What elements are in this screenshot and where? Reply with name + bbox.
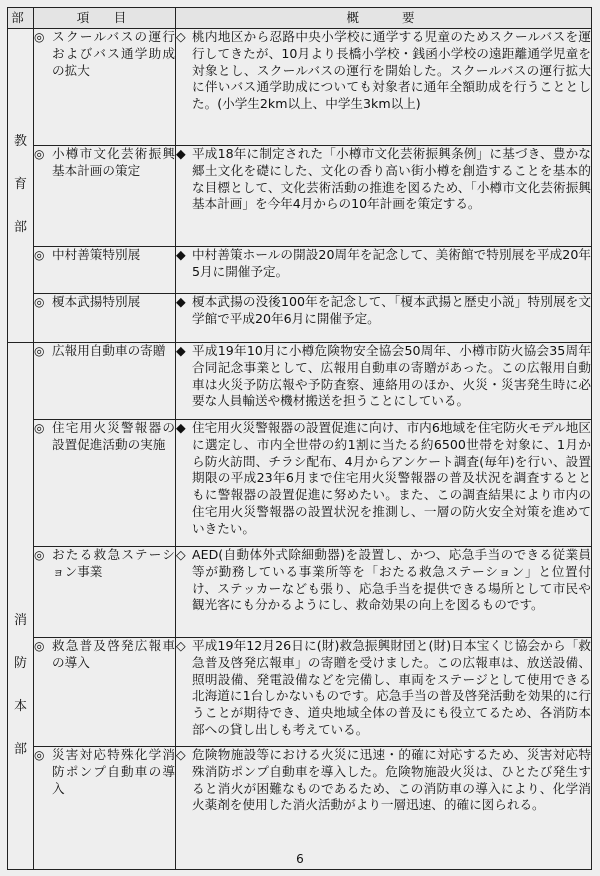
policy-table xyxy=(7,7,592,870)
double-circle-mark: ◎ xyxy=(34,421,45,435)
summary-cell: ◆ 榎本武揚の没後100年を記念して、「榎本武揚と歴史小説」特別展を文学館で平成20年6月に開催予定。 xyxy=(176,294,592,343)
header-dept: 部 xyxy=(8,8,34,29)
table-row xyxy=(8,638,592,747)
double-circle-mark: ◎ xyxy=(34,548,45,562)
item-cell: ◎ 中村善策特別展 xyxy=(34,247,176,294)
item-cell: ◎ おたる救急ステーション事業 xyxy=(34,547,176,638)
dept-education: 教 育 部 xyxy=(8,29,34,343)
double-circle-mark: ◎ xyxy=(34,295,45,309)
table-row xyxy=(8,247,592,294)
diamond-filled-mark: ◆ xyxy=(176,146,186,161)
summary-cell: ◆ 中村善策ホールの開設20周年を記念して、美術館で特別展を平成20年5月に開催予定。 xyxy=(176,247,592,294)
diamond-filled-mark: ◆ xyxy=(176,343,186,358)
summary-cell: ◇ AED(自動体外式除細動器)を設置し、かつ、応急手当のできる従業員等が勤務している事業所等を「おたる救急ステーション」と位置付け、ステッカーなども張り、応急手当を提供できる場所として市民や観光客にも分かるようにし、救命効果の向上を図るものです。 xyxy=(176,547,592,638)
summary-cell: ◇ 平成19年12月26日に(財)救急振興財団と(財)日本宝くじ協会から「救急普及啓発広報車」の寄贈を受けました。この広報車は、放送設備、照明設備、発電設備などを完備し、車両をステージとして使用できる北海道に1台しかないものです。応急手当の普及啓発活動を効果的に行うことが期待でき、道央地域全体の普及にも役立てるため、各消防本部への貸し出しも考えている。 xyxy=(176,638,592,747)
item-cell: ◎ 小樽市文化芸術振興基本計画の策定 xyxy=(34,146,176,247)
header-summary: 概 要 xyxy=(176,8,592,29)
item-cell: ◎ 救急普及啓発広報車の導入 xyxy=(34,638,176,747)
double-circle-mark: ◎ xyxy=(34,30,45,44)
double-circle-mark: ◎ xyxy=(34,248,45,262)
diamond-filled-mark: ◆ xyxy=(176,420,186,435)
table-row xyxy=(8,343,592,420)
summary-cell: ◆ 住宅用火災警報器の設置促進に向け、市内6地域を住宅防火モデル地区に選定し、市内全世帯の約1割に当たる約6500世帯を対象に、1月から防火訪問、チラシ配布、4月からアンケート調査(毎年)を行い、設置期限の平成23年6月まで住宅用火災警報器の普及状況を調査するとともに警報器の設置促進に努めたい。また、この調査結果により市内の住宅用火災警報器の設置状況を推測し、一層の防火安全対策を進めていきたい。 xyxy=(176,420,592,547)
double-circle-mark: ◎ xyxy=(34,147,45,161)
table-row xyxy=(8,29,592,146)
diamond-outline-mark: ◇ xyxy=(176,638,186,653)
double-circle-mark: ◎ xyxy=(34,639,45,653)
header-row xyxy=(8,8,592,29)
double-circle-mark: ◎ xyxy=(34,344,45,358)
summary-cell: ◇ 危険物施設等における火災に迅速・的確に対応するため、災害対応特殊消防ポンプ自動車を導入した。危険物施設火災は、ひとたび発生すると消火が困難なものであるため、この消防車の導入により、化学消火薬剤を使用した消火活動がより一層迅速、的確に図られる。 xyxy=(176,747,592,870)
page-number: 6 xyxy=(296,852,304,866)
item-cell: ◎ 住宅用火災警報器の設置促進活動の実施 xyxy=(34,420,176,547)
item-cell: ◎ 榎本武揚特別展 xyxy=(34,294,176,343)
table-row xyxy=(8,420,592,547)
summary-cell: ◇ 桃内地区から忍路中央小学校に通学する児童のためスクールバスを運行してきたが、10月より長橋小学校・銭函小学校の遠距離通学児童を対象とし、スクールバスの運行を開始した。スクールバスの運行拡大に伴いバス通学助成についても対象者に通年全額助成を行うこととした。(小学生2km以上、中学生3km以上) xyxy=(176,29,592,146)
table-row xyxy=(8,547,592,638)
item-cell: ◎ 広報用自動車の寄贈 xyxy=(34,343,176,420)
dept-fire: 消 防 本 部 xyxy=(8,343,34,870)
double-circle-mark: ◎ xyxy=(34,748,45,762)
diamond-filled-mark: ◆ xyxy=(176,294,186,309)
diamond-outline-mark: ◇ xyxy=(176,29,186,44)
summary-cell: ◆ 平成19年10月に小樽危険物安全協会50周年、小樽市防火協会35周年合同記念事業として、広報用自動車の寄贈があった。この広報用自動車は火災予防広報や予防査察、連絡用のほか、火災・災害発生時に必要な人員輸送や機材搬送を担うことにしている。 xyxy=(176,343,592,420)
header-item: 項 目 xyxy=(34,8,176,29)
diamond-outline-mark: ◇ xyxy=(176,747,186,762)
table-row xyxy=(8,146,592,247)
item-cell: ◎ スクールバスの運行およびバス通学助成の拡大 xyxy=(34,29,176,146)
item-cell: ◎ 災害対応特殊化学消防ポンプ自動車の導入 xyxy=(34,747,176,870)
summary-cell: ◆ 平成18年に制定された「小樽市文化芸術振興条例」に基づき、豊かな郷土文化を礎にした、文化の香り高い街小樽を創造することを基本的な目標として、文化芸術活動の推進を図るため、「小樽市文化芸術振興基本計画」を今年4月からの10年計画を策定する。 xyxy=(176,146,592,247)
table-row xyxy=(8,294,592,343)
diamond-outline-mark: ◇ xyxy=(176,547,186,562)
diamond-filled-mark: ◆ xyxy=(176,247,186,262)
